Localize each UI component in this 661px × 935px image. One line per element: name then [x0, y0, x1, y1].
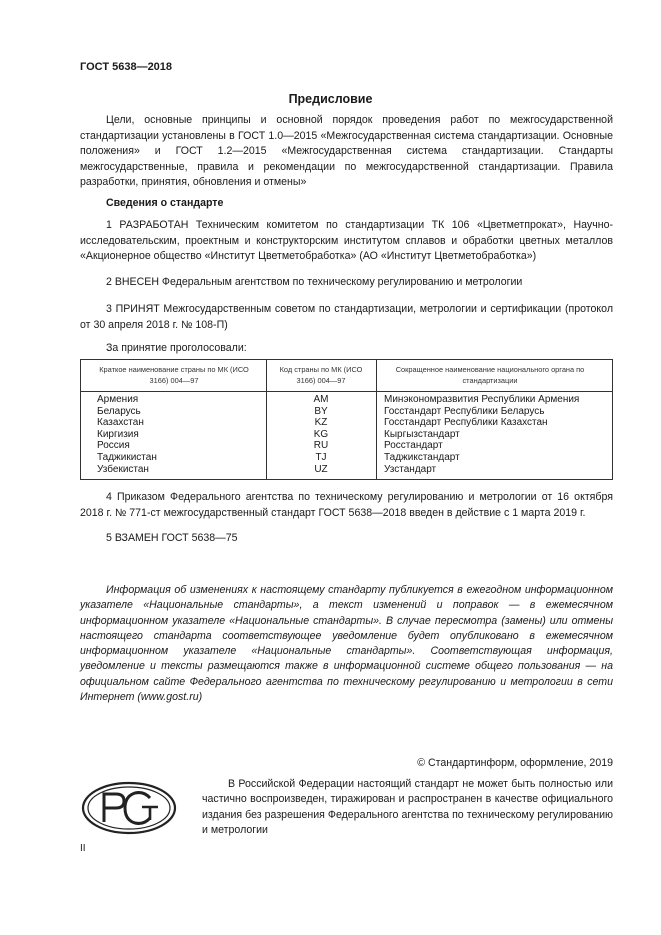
- table-cell-code: AM: [313, 394, 329, 405]
- table-header-code: Код страны по МК (ИСО 3166) 004—97: [279, 365, 363, 385]
- table-cell-code: UZ: [314, 463, 328, 475]
- info-notice: Информация об изменениях к настоящему стандарту публикуется в ежегодном информационном указателе «Национальные стандарты», а текст изменений и поправок — в ежемесячном информационном указателе «Национальные стандарты». В случае пересмотра (замены) или отмены настоящего стандарта соответствующее уведомление будет опубликовано в ежемесячном информационном указателе «Национальные стандарты». Соответствующая информация, уведомление и тексты размещаются также в информационной системе общего пользования — на официальном сайте Федерального агентства по техническому регулированию и метрологии в сети Интернет (www.gost.ru): [80, 584, 613, 704]
- table-cell-country: Россия: [97, 440, 130, 452]
- item-adopted: 3 ПРИНЯТ Межгосударственным советом по стандартизации, метрологии и сертификации (протокол от 30 апреля 2018 г. № 108-П): [80, 303, 613, 331]
- table-cell-country: Армения: [97, 394, 139, 405]
- table-cell-country: Таджикистан: [97, 451, 157, 463]
- item-order: 4 Приказом Федерального агентства по техническому регулированию и метрологии от 16 октября 2018 г. № 771-ст межгосударственный стандарт ГОСТ 5638—2018 введен в действие с 1 марта 2019 г.: [80, 491, 613, 519]
- table-cell-code: KZ: [314, 417, 328, 429]
- table-cell-body: Госстандарт Республики Беларусь: [384, 405, 545, 417]
- copyright: © Стандартинформ, оформление, 2019: [417, 757, 613, 769]
- item-introduced: 2 ВНЕСЕН Федеральным агентством по техническому регулированию и метрологии: [106, 276, 523, 288]
- table-cell-country: Киргизия: [97, 428, 139, 440]
- table-header-body: Сокращенное наименование национального органа по стандартизации: [395, 365, 585, 385]
- section-title: Сведения о стандарте: [106, 197, 224, 209]
- page-title: Предисловие: [288, 92, 373, 106]
- table-column-country: [97, 394, 157, 475]
- intro-paragraph: Цели, основные принципы и основной порядок проведения работ по межгосударственной стандартизации установлены в ГОСТ 1.0—2015 «Межгосударственная система стандартизации. Основные положения» и ГОСТ 1.2—2015 «Межгосударственная система стандартизации. Стандарты межгосударственные, правила и рекомендации по межгосударственной стандартизации. Правила разработки, принятия, обновления и отмены»: [80, 114, 613, 189]
- item-developed: 1 РАЗРАБОТАН Техническим комитетом по стандартизации ТК 106 «Цветметпрокат», Научно-исследовательским, проектным и конструкторским институтом сплавов и обработки цветных металлов «Акционерное общество «Институт Цветметобработка» (АО «Институт Цветметобработка»): [80, 219, 613, 263]
- table-cell-country: Казахстан: [97, 417, 144, 429]
- page-number: II: [80, 843, 86, 854]
- table-column-body: [384, 394, 579, 475]
- table-cell-body: Таджикстандарт: [384, 451, 460, 463]
- legal-notice: В Российской Федерации настоящий стандарт не может быть полностью или частично воспроизведен, тиражирован и распространен в качестве официального издания без разрешения Федерального агентства по техническому регулированию и метрологии: [202, 778, 613, 837]
- table-cell-body: Минэкономразвития Республики Армения: [384, 394, 580, 405]
- item-replaces: 5 ВЗАМЕН ГОСТ 5638—75: [106, 532, 238, 544]
- table-column-code: [266, 394, 376, 475]
- table-cell-code: RU: [313, 440, 329, 452]
- table-cell-code: BY: [314, 405, 328, 417]
- table-cell-code: TJ: [315, 451, 327, 463]
- table-cell-body: Росстандарт: [384, 440, 443, 452]
- table-cell-body: Кыргызстандарт: [384, 428, 460, 440]
- table-cell-body: Узстандарт: [384, 463, 437, 475]
- gost-r-certification-mark-icon: [80, 780, 178, 836]
- table-cell-country: Беларусь: [97, 405, 141, 417]
- table-header-country: Краткое наименование страны по МК (ИСО 3166) 004—97: [99, 365, 249, 385]
- table-cell-body: Госстандарт Республики Казахстан: [384, 417, 548, 429]
- table-cell-country: Узбекистан: [97, 463, 149, 475]
- voted-intro: За принятие проголосовали:: [106, 342, 247, 354]
- standard-id: ГОСТ 5638—2018: [80, 61, 173, 73]
- table-cell-code: KG: [313, 428, 329, 440]
